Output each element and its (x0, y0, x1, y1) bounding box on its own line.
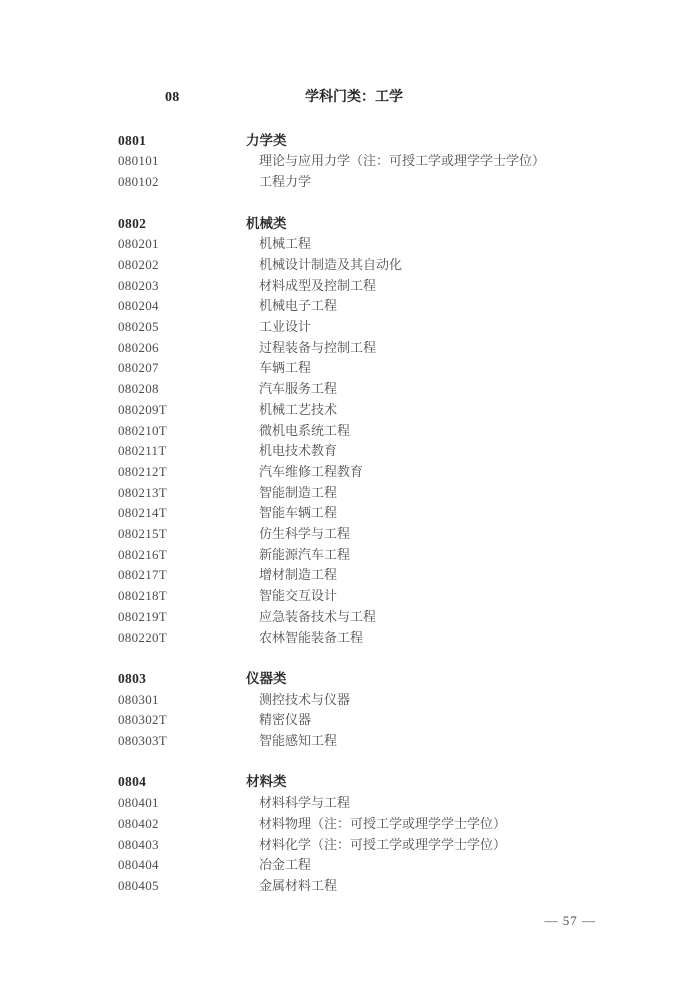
major-code: 080403 (118, 836, 159, 852)
major-code: 080402 (118, 815, 159, 831)
category-code: 0802 (118, 215, 147, 231)
section-title: 学科门类：工学 (305, 90, 403, 105)
major-code: 080219T (118, 608, 168, 624)
major-name: 汽车维修工程教育 (259, 463, 364, 479)
major-row (118, 524, 660, 545)
major-code: 080207 (118, 360, 159, 376)
major-code: 080205 (118, 319, 159, 335)
major-name: 智能交互设计 (259, 588, 338, 604)
major-code: 080404 (118, 857, 159, 873)
category-row (118, 131, 660, 152)
category-name: 材料类 (246, 774, 287, 790)
major-row (118, 151, 660, 172)
major-name: 材料化学（注：可授工学或理学学士学位） (259, 836, 507, 852)
major-row (118, 731, 660, 752)
major-code: 080213T (118, 484, 168, 500)
discipline-group (118, 669, 660, 752)
category-row (118, 669, 660, 690)
major-row (118, 276, 660, 297)
major-name: 智能车辆工程 (259, 505, 338, 521)
major-code: 080202 (118, 256, 159, 272)
major-name: 机械工艺技术 (259, 401, 338, 417)
major-name: 新能源汽车工程 (259, 546, 351, 562)
major-name: 智能感知工程 (259, 733, 338, 749)
major-row (118, 835, 660, 856)
major-code: 080102 (118, 174, 159, 190)
major-row (118, 400, 660, 421)
major-name: 材料物理（注：可授工学或理学学士学位） (259, 815, 507, 831)
major-code: 080210T (118, 422, 168, 438)
major-code: 080401 (118, 795, 159, 811)
discipline-group (118, 214, 660, 649)
major-code: 080217T (118, 567, 168, 583)
major-code: 080214T (118, 505, 168, 521)
category-code: 0801 (118, 132, 147, 148)
major-row (118, 710, 660, 731)
major-name: 测控技术与仪器 (259, 691, 351, 707)
major-code: 080211T (118, 443, 167, 459)
major-code: 080203 (118, 277, 159, 293)
category-name: 仪器类 (246, 670, 287, 686)
major-code: 080215T (118, 526, 168, 542)
major-name: 机电技术教育 (259, 443, 338, 459)
major-row (118, 441, 660, 462)
major-row (118, 876, 660, 897)
major-code: 080201 (118, 236, 159, 252)
major-name: 材料成型及控制工程 (259, 277, 377, 293)
major-name: 车辆工程 (259, 360, 312, 376)
category-name: 机械类 (246, 215, 287, 231)
page-footer (545, 913, 597, 929)
major-code: 080204 (118, 298, 159, 314)
major-name: 机械工程 (259, 236, 312, 252)
major-code: 080216T (118, 546, 168, 562)
section-code: 08 (165, 90, 180, 105)
major-row (118, 690, 660, 711)
major-row (118, 358, 660, 379)
major-row (118, 483, 660, 504)
major-row (118, 628, 660, 649)
major-row (118, 814, 660, 835)
major-row (118, 379, 660, 400)
major-code: 080206 (118, 339, 159, 355)
major-name: 材料科学与工程 (259, 795, 351, 811)
major-name: 工程力学 (259, 174, 312, 190)
major-row (118, 545, 660, 566)
discipline-group (118, 772, 660, 896)
major-row (118, 462, 660, 483)
major-name: 机械设计制造及其自动化 (259, 256, 403, 272)
major-code: 080301 (118, 691, 159, 707)
major-code: 080218T (118, 588, 168, 604)
major-row (118, 234, 660, 255)
major-name: 工业设计 (259, 319, 312, 335)
category-row (118, 214, 660, 235)
major-row (118, 586, 660, 607)
major-name: 过程装备与控制工程 (259, 339, 377, 355)
major-name: 汽车服务工程 (259, 381, 338, 397)
section-header (118, 88, 660, 109)
major-name: 智能制造工程 (259, 484, 338, 500)
major-row (118, 793, 660, 814)
major-row (118, 503, 660, 524)
major-row (118, 296, 660, 317)
major-code: 080208 (118, 381, 159, 397)
discipline-group (118, 131, 660, 193)
major-name: 冶金工程 (259, 857, 312, 873)
major-row (118, 255, 660, 276)
discipline-groups (118, 131, 660, 897)
major-name: 理论与应用力学（注：可授工学或理学学士学位） (259, 153, 546, 169)
major-name: 机械电子工程 (259, 298, 338, 314)
category-code: 0804 (118, 774, 147, 790)
category-name: 力学类 (246, 132, 287, 148)
major-row (118, 607, 660, 628)
major-row (118, 317, 660, 338)
major-row (118, 855, 660, 876)
major-name: 精密仪器 (259, 712, 312, 728)
major-row (118, 565, 660, 586)
major-name: 增材制造工程 (259, 567, 338, 583)
major-code: 080101 (118, 153, 159, 169)
page-number: — 57 — (544, 913, 596, 928)
major-code: 080220T (118, 629, 168, 645)
category-code: 0803 (118, 670, 147, 686)
major-name: 微机电系统工程 (259, 422, 351, 438)
major-code: 080209T (118, 401, 168, 417)
major-name: 仿生科学与工程 (259, 526, 351, 542)
major-row (118, 421, 660, 442)
major-code: 080302T (118, 712, 168, 728)
category-row (118, 772, 660, 793)
major-name: 应急装备技术与工程 (259, 608, 377, 624)
major-code: 080303T (118, 733, 168, 749)
major-row (118, 172, 660, 193)
major-name: 农林智能装备工程 (259, 629, 364, 645)
major-name: 金属材料工程 (259, 877, 338, 893)
major-code: 080212T (118, 463, 168, 479)
major-row (118, 338, 660, 359)
major-code: 080405 (118, 877, 159, 893)
